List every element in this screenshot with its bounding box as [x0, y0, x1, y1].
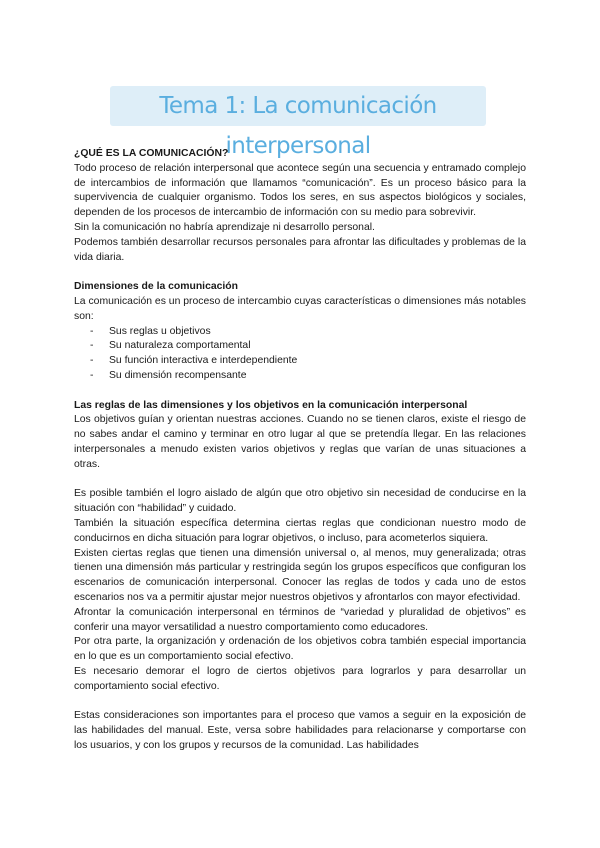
paragraph: Sin la comunicación no habría aprendizaje ni desarrollo personal. — [74, 221, 375, 233]
document-body — [74, 147, 526, 754]
paragraph: Todo proceso de relación interpersonal que acontece según una secuencia y entramado complejo de intercambios de información que llamamos “comunicación”. Es un proceso básico para la supervivencia de cualquier organismo. Todos los seres, en sus aspectos biológicos y sociales, dependen de los procesos de intercambio de información con su medio para sobrevivir. — [74, 162, 526, 219]
paragraph: Podemos también desarrollar recursos personales para afrontar las dificultades y problemas de la vida diaria. — [74, 236, 526, 263]
paragraph: Estas consideraciones son importantes para el proceso que vamos a seguir en la exposición de las habilidades del manual. Este, versa sobre habilidades para relacionarse y comportarse con los usuarios, y con los grupos y recursos de la comunidad. Las habilidades — [74, 710, 526, 751]
spacer — [74, 694, 526, 709]
section-heading-reglas: Las reglas de las dimensiones y los objetivos en la comunicación interpersonal — [74, 399, 468, 411]
list-item: - Su naturaleza comportamental — [90, 339, 526, 354]
paragraph: Los objetivos guían y orientan nuestras acciones. Cuando no se tienen claros, existe el riesgo de no sabes andar el camino y terminar en otro lugar al que se pretendía llegar. En las relaciones interpersonales a menudo existen varios objetivos y reglas que varían de unas situaciones a otras. — [74, 414, 526, 470]
paragraph: También la situación específica determina ciertas reglas que condicionan nuestro modo de conducirnos en dicha situación para lograr objetivos, o incluso, para acometerlos siquiera. — [74, 517, 526, 544]
paragraph: Es necesario demorar el logro de ciertos objetivos para lograrlos y para desarrollar un comportamiento social efectivo. — [74, 665, 526, 692]
list-item: - Su función interactiva e interdependiente — [90, 354, 526, 369]
paragraph: Afrontar la comunicación interpersonal en términos de “variedad y pluralidad de objetivos” es conferir una mayor versatilidad a nuestro comportamiento como educadores. — [74, 606, 526, 633]
spacer — [74, 384, 526, 399]
list-item: - Su dimensión recompensante — [90, 369, 526, 384]
paragraph: Existen ciertas reglas que tienen una dimensión universal o, al menos, muy generalizada; otras tienen una dimensión más particular y restringida según los grupos específicos que configuran los escenarios de comunicación interpersonal. Conocer las reglas de todos y cada uno de estos escenarios nos va a permitir ajustar mejor nuestros objetivos y afrontarlos con mayor efectividad. — [74, 547, 526, 603]
page-title: Tema 1: La comunicación interpersonal — [159, 93, 437, 159]
paragraph: Por otra parte, la organización y ordenación de los objetivos cobra también especial importancia en lo que es un comportamiento social efectivo. — [74, 636, 526, 663]
spacer — [74, 473, 526, 488]
list-item: - Sus reglas u objetivos — [90, 325, 526, 340]
spacer — [74, 265, 526, 280]
paragraph: Es posible también el logro aislado de algún que otro objetivo sin necesidad de conducirse en la situación con “habilidad” y cuidado. — [74, 488, 526, 515]
section-heading-dimensiones: Dimensiones de la comunicación — [74, 281, 238, 293]
paragraph: La comunicación es un proceso de intercambio cuyas características o dimensiones más notables son: — [74, 295, 526, 322]
dimensions-list — [74, 325, 526, 384]
section-heading-que-es: ¿QUÉ ES LA COMUNICACIÓN? — [74, 148, 229, 159]
